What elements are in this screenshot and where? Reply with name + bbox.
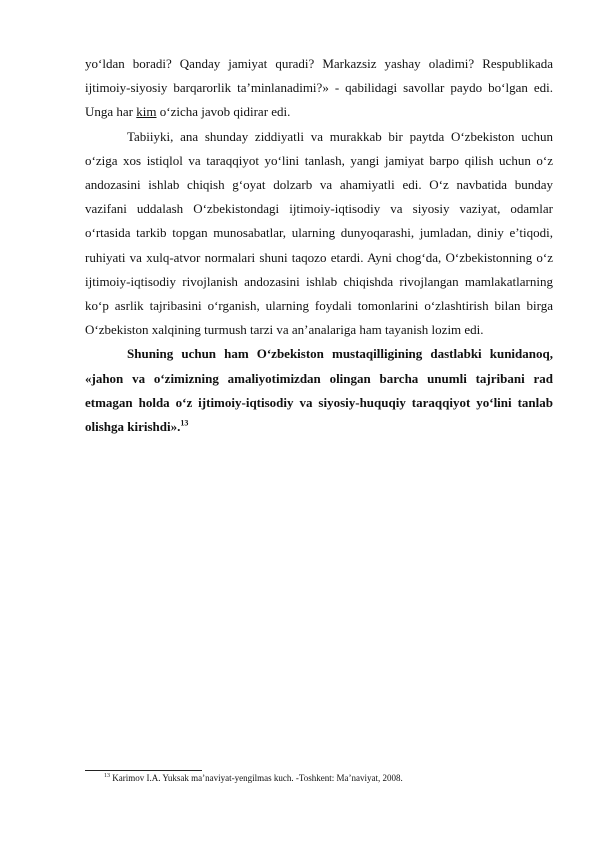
paragraph-1-text: yo‘ldan boradi? Qanday jamiyat quradi? Markazsiz yashay oladimi? Respublikada ijtimoiy-siyosiy barqarorlik ta’minlanadimi?» - qabilidagi savollar paydo bo‘lgan edi. Unga har <box>85 56 553 120</box>
footnote <box>104 772 403 784</box>
underlined-word: kim <box>136 104 157 120</box>
paragraph-2: Tabiiyki, ana shunday ziddiyatli va murakkab bir paytda O‘zbekiston uchun o‘ziga xos istiqlol va taraqqiyot yo‘lini tanlash, yangi jamiyat barpo qilish uchun o‘z andozasini ishlab chiqish g‘oyat dolzarb va ahamiyatli edi. O‘z navbatida bunday vazifani uddalash O‘zbekistondagi ijtimoiy-iqtisodiy va siyosiy vaziyat, odamlar o‘rtasida tarkib topgan munosabatlar, ularning dunyoqarashi, jumladan, diniy e’tiqodi, ruhiyati va xulq-atvor normalari shuni taqozo etardi. Ayni chog‘da, O‘zbekistonning o‘z ijtimoiy-iqtisodiy rivojlanish andozasini ishlab chiqishda rivojlangan mamlakatlarning ko‘p asrlik tajribasini o‘rganish, ularning foydali tomonlarini o‘zlashtirish bilan birga O‘zbekiston xalqining turmush tarzi va an’analariga ham tayanish lozim edi. <box>85 128 553 338</box>
footnote-separator <box>85 770 202 771</box>
paragraph-3 <box>85 342 553 439</box>
paragraph-1 <box>85 52 553 125</box>
paragraph-3-text: Shuning uchun ham O‘zbekiston mustaqilligining dastlabki kunidanoq, «jahon va o‘zimizning amaliyotimizdan olingan barcha unumli tajribani rad etmagan holda o‘z ijtimoiy-iqtisodiy va siyosiy-huquqiy taraqqiyot yo‘lini tanlab olishga kirishdi». <box>85 346 553 435</box>
footnote-reference[interactable]: 13 <box>180 418 189 428</box>
footnote-number: 13 <box>104 773 110 779</box>
paragraph-1-end: o‘zicha javob qidirar edi. <box>156 104 291 120</box>
body-text <box>85 52 553 439</box>
footnote-text: Karimov I.A. Yuksak ma’naviyat-yengilmas kuch. -Toshkent: Ma’naviyat, 2008. <box>110 773 403 783</box>
